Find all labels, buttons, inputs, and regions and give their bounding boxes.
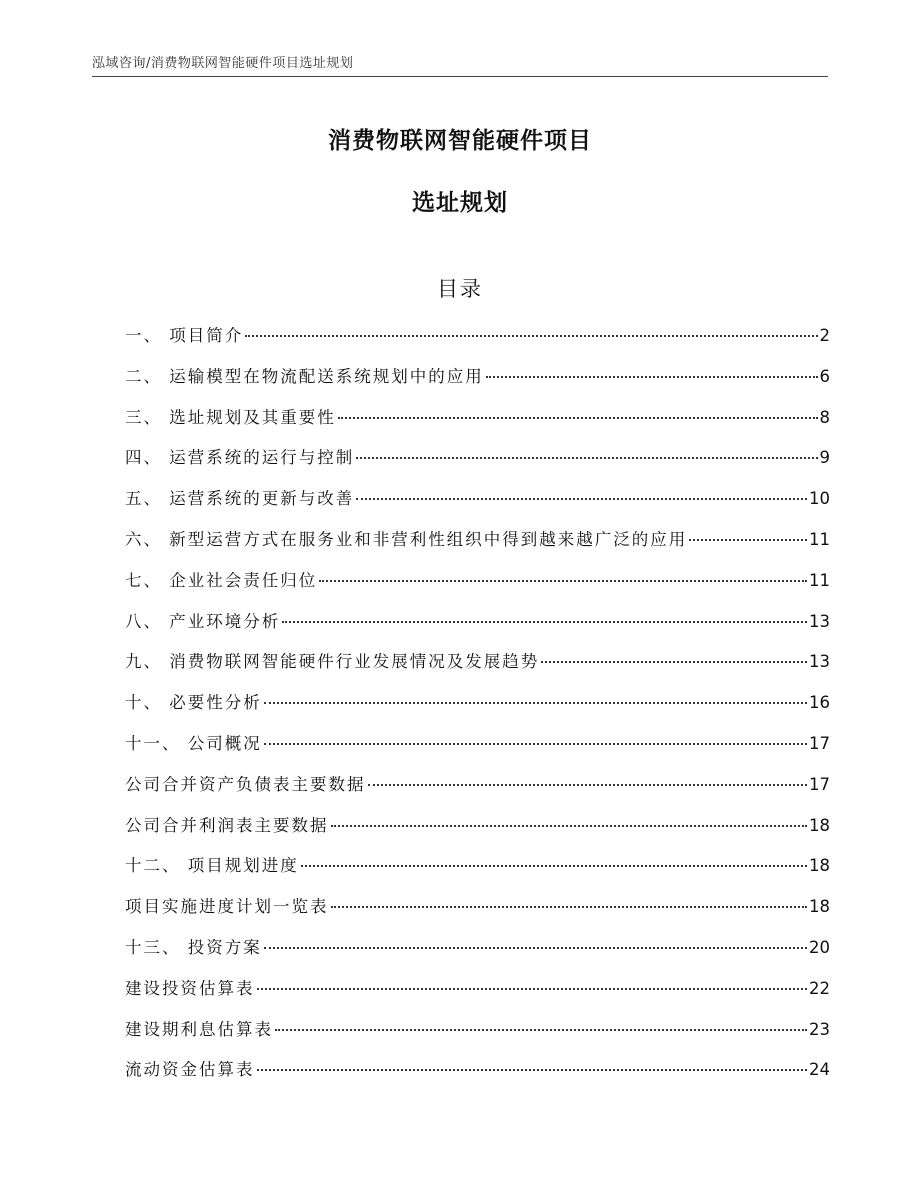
- toc-entry-label: 六、 新型运营方式在服务业和非营利性组织中得到越来越广泛的应用: [125, 529, 688, 549]
- toc-dot-leader: [338, 417, 818, 419]
- toc-entry-page: 11: [809, 570, 830, 590]
- toc-entry-label: 一、 项目简介: [125, 326, 244, 345]
- toc-entry[interactable]: [125, 363, 830, 404]
- document-title: 消费物联网智能硬件项目: [328, 128, 592, 154]
- toc-entry-label: 公司合并资产负债表主要数据: [125, 774, 366, 794]
- toc-entry-label: 三、 选址规划及其重要性: [125, 407, 336, 427]
- toc-entry-label: 公司合并利润表主要数据: [125, 815, 329, 835]
- toc-dot-leader: [301, 865, 807, 867]
- toc-dot-leader: [245, 335, 817, 337]
- toc-entry[interactable]: [125, 975, 830, 1016]
- toc-dot-leader: [275, 1029, 807, 1031]
- toc-entry-label: 流动资金估算表: [125, 1060, 255, 1080]
- toc-dot-leader: [486, 376, 818, 378]
- toc-entry[interactable]: [125, 1056, 830, 1097]
- toc-entry-label: 十二、 项目规划进度: [125, 856, 299, 876]
- toc-entry[interactable]: [125, 934, 830, 975]
- toc-entry-page: 24: [809, 1060, 830, 1080]
- toc-dot-leader: [689, 539, 807, 541]
- toc-entry[interactable]: [125, 648, 830, 689]
- toc-entry[interactable]: [125, 730, 830, 771]
- toc-entry-label: 十、 必要性分析: [125, 693, 262, 713]
- toc-dot-leader: [257, 1069, 808, 1071]
- toc-entry-label: 四、 运营系统的运行与控制: [125, 448, 355, 468]
- toc-dot-leader: [282, 621, 807, 623]
- toc-entry-page: 10: [809, 489, 830, 509]
- toc-entry-label: 九、 消费物联网智能硬件行业发展情况及发展趋势: [125, 652, 540, 672]
- toc-entry-page: 17: [809, 733, 830, 753]
- toc-entry[interactable]: [125, 771, 830, 812]
- toc-entry-label: 五、 运营系统的更新与改善: [125, 489, 355, 509]
- toc-entry[interactable]: [125, 893, 830, 934]
- toc-entry[interactable]: [125, 485, 830, 526]
- toc-entry-page: 9: [819, 448, 830, 468]
- toc-entry-page: 2: [819, 326, 830, 345]
- toc-entry-page: 18: [809, 897, 830, 917]
- toc-entry-label: 十三、 投资方案: [125, 937, 262, 957]
- toc-entry[interactable]: [125, 812, 830, 853]
- toc-heading: 目录: [437, 277, 483, 301]
- toc-dot-leader: [331, 906, 808, 908]
- toc-dot-leader: [264, 702, 807, 704]
- toc-entry-page: 17: [809, 774, 830, 794]
- document-subtitle: 选址规划: [412, 190, 508, 216]
- toc-entry-page: 13: [809, 652, 830, 672]
- toc-entry-label: 十一、 公司概况: [125, 733, 262, 753]
- toc-entry[interactable]: [125, 567, 830, 608]
- toc-dot-leader: [331, 825, 808, 827]
- header-rule: [92, 76, 828, 77]
- toc-dot-leader: [257, 988, 808, 990]
- toc-entry-label: 项目实施进度计划一览表: [125, 897, 329, 917]
- toc-entry-page: 13: [809, 611, 830, 631]
- toc-entry[interactable]: [125, 526, 830, 567]
- toc-entry[interactable]: [125, 689, 830, 730]
- toc-entry-label: 建设投资估算表: [125, 978, 255, 998]
- toc-entry-page: 23: [809, 1019, 830, 1039]
- toc-entry[interactable]: [125, 1016, 830, 1057]
- toc-entry[interactable]: [125, 852, 830, 893]
- toc-dot-leader: [541, 661, 807, 663]
- toc-entry-label: 二、 运输模型在物流配送系统规划中的应用: [125, 366, 484, 386]
- toc-entry-label: 七、 企业社会责任归位: [125, 570, 318, 590]
- toc-entry[interactable]: [125, 608, 830, 649]
- running-header: 泓域咨询/消费物联网智能硬件项目选址规划: [92, 56, 354, 71]
- toc-entry-page: 8: [819, 407, 830, 427]
- toc-dot-leader: [356, 457, 817, 459]
- toc-entry[interactable]: [125, 322, 830, 363]
- toc-dot-leader: [319, 580, 807, 582]
- table-of-contents: [125, 322, 830, 1097]
- toc-entry[interactable]: [125, 444, 830, 485]
- toc-entry-page: 18: [809, 856, 830, 876]
- toc-entry-page: 22: [809, 978, 830, 998]
- toc-entry-label: 八、 产业环境分析: [125, 611, 281, 631]
- toc-dot-leader: [356, 498, 807, 500]
- toc-entry-page: 20: [809, 937, 830, 957]
- toc-entry-page: 6: [819, 366, 830, 386]
- toc-dot-leader: [368, 784, 808, 786]
- toc-entry-label: 建设期利息估算表: [125, 1019, 273, 1039]
- toc-entry[interactable]: [125, 404, 830, 445]
- toc-entry-page: 16: [809, 693, 830, 713]
- toc-entry-page: 18: [809, 815, 830, 835]
- toc-entry-page: 11: [809, 529, 830, 549]
- toc-dot-leader: [264, 947, 807, 949]
- toc-dot-leader: [264, 743, 807, 745]
